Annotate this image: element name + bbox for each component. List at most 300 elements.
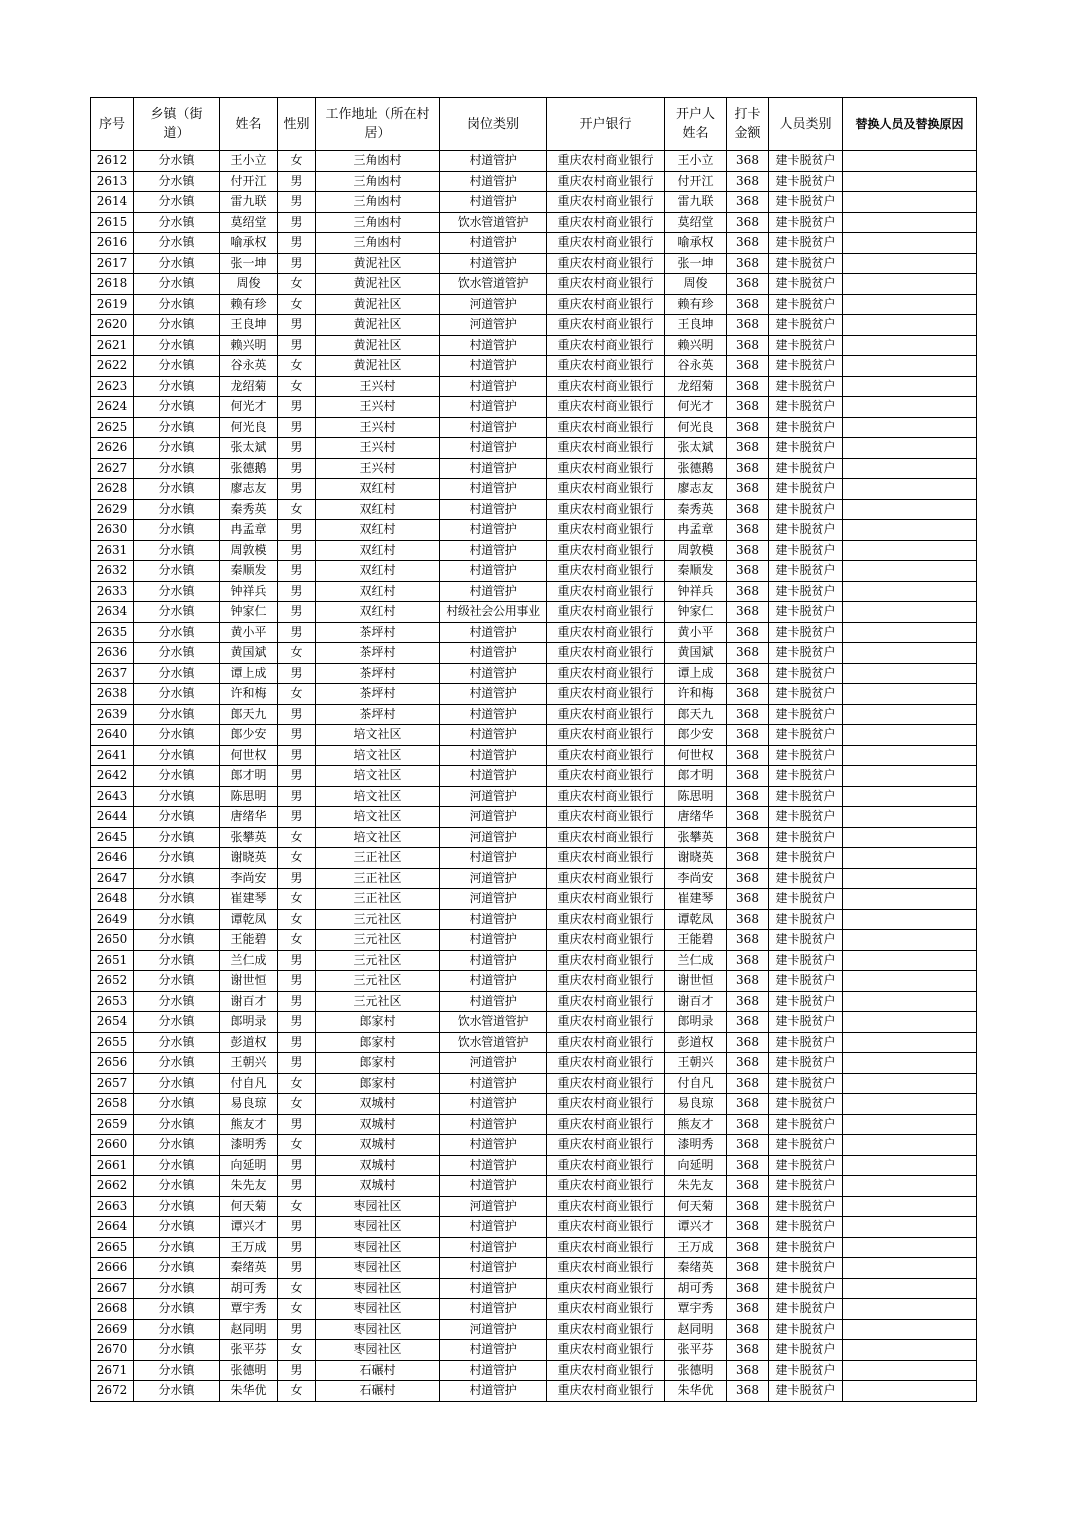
cell-post: 村道管护 bbox=[440, 1135, 547, 1156]
cell-replace bbox=[843, 479, 977, 500]
cell-post: 河道管护 bbox=[440, 1196, 547, 1217]
cell-category: 建卡脱贫户 bbox=[769, 909, 843, 930]
cell-no: 2621 bbox=[91, 335, 134, 356]
cell-address: 培文社区 bbox=[316, 725, 440, 746]
table-row bbox=[91, 602, 977, 623]
cell-address: 培文社区 bbox=[316, 766, 440, 787]
cell-no: 2651 bbox=[91, 950, 134, 971]
cell-bank: 重庆农村商业银行 bbox=[547, 643, 665, 664]
cell-bank: 重庆农村商业银行 bbox=[547, 1073, 665, 1094]
cell-address: 三元社区 bbox=[316, 971, 440, 992]
cell-category: 建卡脱贫户 bbox=[769, 930, 843, 951]
cell-category: 建卡脱贫户 bbox=[769, 745, 843, 766]
cell-holder: 张一坤 bbox=[665, 253, 727, 274]
cell-category: 建卡脱贫户 bbox=[769, 807, 843, 828]
cell-gender: 男 bbox=[278, 868, 316, 889]
cell-holder: 唐绪华 bbox=[665, 807, 727, 828]
cell-post: 河道管护 bbox=[440, 294, 547, 315]
cell-amount: 368 bbox=[727, 458, 769, 479]
cell-gender: 男 bbox=[278, 192, 316, 213]
cell-bank: 重庆农村商业银行 bbox=[547, 1155, 665, 1176]
cell-town: 分水镇 bbox=[134, 807, 220, 828]
cell-town: 分水镇 bbox=[134, 1012, 220, 1033]
cell-holder: 郎才明 bbox=[665, 766, 727, 787]
cell-gender: 男 bbox=[278, 1012, 316, 1033]
cell-holder: 兰仁成 bbox=[665, 950, 727, 971]
cell-bank: 重庆农村商业银行 bbox=[547, 786, 665, 807]
cell-address: 三角凼村 bbox=[316, 192, 440, 213]
cell-category: 建卡脱贫户 bbox=[769, 315, 843, 336]
cell-category: 建卡脱贫户 bbox=[769, 1176, 843, 1197]
cell-name: 喻承权 bbox=[220, 233, 278, 254]
cell-town: 分水镇 bbox=[134, 848, 220, 869]
cell-category: 建卡脱贫户 bbox=[769, 540, 843, 561]
cell-address: 茶坪村 bbox=[316, 684, 440, 705]
cell-no: 2656 bbox=[91, 1053, 134, 1074]
cell-town: 分水镇 bbox=[134, 458, 220, 479]
cell-town: 分水镇 bbox=[134, 581, 220, 602]
cell-name: 冉孟章 bbox=[220, 520, 278, 541]
cell-holder: 朱先友 bbox=[665, 1176, 727, 1197]
cell-address: 三角凼村 bbox=[316, 233, 440, 254]
table-row bbox=[91, 766, 977, 787]
cell-amount: 368 bbox=[727, 950, 769, 971]
cell-amount: 368 bbox=[727, 1340, 769, 1361]
cell-category: 建卡脱贫户 bbox=[769, 479, 843, 500]
table-row bbox=[91, 909, 977, 930]
cell-replace bbox=[843, 786, 977, 807]
header-category: 人员类别 bbox=[769, 98, 843, 151]
cell-no: 2622 bbox=[91, 356, 134, 377]
cell-amount: 368 bbox=[727, 725, 769, 746]
header-gender: 性别 bbox=[278, 98, 316, 151]
cell-amount: 368 bbox=[727, 643, 769, 664]
cell-replace bbox=[843, 233, 977, 254]
cell-amount: 368 bbox=[727, 417, 769, 438]
table-row bbox=[91, 868, 977, 889]
cell-no: 2639 bbox=[91, 704, 134, 725]
cell-town: 分水镇 bbox=[134, 1135, 220, 1156]
cell-category: 建卡脱贫户 bbox=[769, 1360, 843, 1381]
cell-bank: 重庆农村商业银行 bbox=[547, 684, 665, 705]
cell-no: 2633 bbox=[91, 581, 134, 602]
cell-address: 郎家村 bbox=[316, 1053, 440, 1074]
cell-name: 谢百才 bbox=[220, 991, 278, 1012]
header-amount: 打卡金额 bbox=[727, 98, 769, 151]
cell-gender: 男 bbox=[278, 212, 316, 233]
cell-amount: 368 bbox=[727, 294, 769, 315]
cell-town: 分水镇 bbox=[134, 827, 220, 848]
cell-town: 分水镇 bbox=[134, 499, 220, 520]
cell-bank: 重庆农村商业银行 bbox=[547, 1012, 665, 1033]
cell-name: 龙绍菊 bbox=[220, 376, 278, 397]
cell-amount: 368 bbox=[727, 622, 769, 643]
cell-address: 培文社区 bbox=[316, 745, 440, 766]
cell-address: 双红村 bbox=[316, 540, 440, 561]
cell-bank: 重庆农村商业银行 bbox=[547, 1053, 665, 1074]
cell-category: 建卡脱贫户 bbox=[769, 1340, 843, 1361]
cell-gender: 男 bbox=[278, 315, 316, 336]
cell-replace bbox=[843, 1155, 977, 1176]
cell-address: 枣园社区 bbox=[316, 1319, 440, 1340]
cell-amount: 368 bbox=[727, 520, 769, 541]
cell-replace bbox=[843, 684, 977, 705]
cell-no: 2618 bbox=[91, 274, 134, 295]
table-row bbox=[91, 294, 977, 315]
cell-holder: 廖志友 bbox=[665, 479, 727, 500]
cell-gender: 女 bbox=[278, 1094, 316, 1115]
cell-replace bbox=[843, 1340, 977, 1361]
cell-name: 钟家仁 bbox=[220, 602, 278, 623]
cell-name: 张攀英 bbox=[220, 827, 278, 848]
cell-address: 双红村 bbox=[316, 561, 440, 582]
cell-category: 建卡脱贫户 bbox=[769, 1012, 843, 1033]
cell-no: 2672 bbox=[91, 1381, 134, 1402]
cell-category: 建卡脱贫户 bbox=[769, 868, 843, 889]
cell-post: 村道管护 bbox=[440, 1299, 547, 1320]
cell-bank: 重庆农村商业银行 bbox=[547, 1278, 665, 1299]
cell-category: 建卡脱贫户 bbox=[769, 397, 843, 418]
cell-address: 王兴村 bbox=[316, 438, 440, 459]
cell-name: 赵同明 bbox=[220, 1319, 278, 1340]
cell-bank: 重庆农村商业银行 bbox=[547, 1258, 665, 1279]
cell-address: 石碾村 bbox=[316, 1360, 440, 1381]
cell-amount: 368 bbox=[727, 171, 769, 192]
header-post: 岗位类别 bbox=[440, 98, 547, 151]
cell-post: 村道管护 bbox=[440, 1237, 547, 1258]
cell-replace bbox=[843, 1360, 977, 1381]
cell-replace bbox=[843, 1114, 977, 1135]
cell-replace bbox=[843, 1237, 977, 1258]
cell-address: 枣园社区 bbox=[316, 1299, 440, 1320]
cell-no: 2658 bbox=[91, 1094, 134, 1115]
cell-name: 秦绪英 bbox=[220, 1258, 278, 1279]
table-row bbox=[91, 827, 977, 848]
cell-category: 建卡脱贫户 bbox=[769, 1237, 843, 1258]
cell-name: 莫绍堂 bbox=[220, 212, 278, 233]
cell-name: 付自凡 bbox=[220, 1073, 278, 1094]
cell-post: 村道管护 bbox=[440, 171, 547, 192]
cell-name: 谭上成 bbox=[220, 663, 278, 684]
cell-gender: 男 bbox=[278, 971, 316, 992]
cell-bank: 重庆农村商业银行 bbox=[547, 520, 665, 541]
cell-name: 许和梅 bbox=[220, 684, 278, 705]
cell-address: 双城村 bbox=[316, 1094, 440, 1115]
cell-amount: 368 bbox=[727, 745, 769, 766]
cell-category: 建卡脱贫户 bbox=[769, 602, 843, 623]
cell-post: 村道管护 bbox=[440, 684, 547, 705]
cell-holder: 钟家仁 bbox=[665, 602, 727, 623]
cell-bank: 重庆农村商业银行 bbox=[547, 397, 665, 418]
cell-name: 何光才 bbox=[220, 397, 278, 418]
cell-gender: 女 bbox=[278, 1135, 316, 1156]
cell-category: 建卡脱贫户 bbox=[769, 1196, 843, 1217]
cell-category: 建卡脱贫户 bbox=[769, 294, 843, 315]
cell-replace bbox=[843, 212, 977, 233]
cell-holder: 周敦模 bbox=[665, 540, 727, 561]
cell-address: 培文社区 bbox=[316, 786, 440, 807]
cell-amount: 368 bbox=[727, 561, 769, 582]
cell-name: 谢世恒 bbox=[220, 971, 278, 992]
cell-town: 分水镇 bbox=[134, 520, 220, 541]
cell-gender: 男 bbox=[278, 807, 316, 828]
cell-category: 建卡脱贫户 bbox=[769, 1319, 843, 1340]
cell-gender: 女 bbox=[278, 848, 316, 869]
cell-bank: 重庆农村商业银行 bbox=[547, 1114, 665, 1135]
cell-replace bbox=[843, 704, 977, 725]
cell-name: 漆明秀 bbox=[220, 1135, 278, 1156]
cell-bank: 重庆农村商业银行 bbox=[547, 1340, 665, 1361]
cell-amount: 368 bbox=[727, 212, 769, 233]
cell-address: 三角凼村 bbox=[316, 171, 440, 192]
cell-holder: 王朝兴 bbox=[665, 1053, 727, 1074]
cell-gender: 女 bbox=[278, 1278, 316, 1299]
cell-bank: 重庆农村商业银行 bbox=[547, 192, 665, 213]
cell-bank: 重庆农村商业银行 bbox=[547, 458, 665, 479]
cell-address: 枣园社区 bbox=[316, 1258, 440, 1279]
cell-no: 2648 bbox=[91, 889, 134, 910]
cell-post: 饮水管道管护 bbox=[440, 1012, 547, 1033]
cell-post: 河道管护 bbox=[440, 827, 547, 848]
cell-address: 枣园社区 bbox=[316, 1278, 440, 1299]
cell-holder: 秦绪英 bbox=[665, 1258, 727, 1279]
cell-holder: 谭乾凤 bbox=[665, 909, 727, 930]
table-row bbox=[91, 335, 977, 356]
table-row bbox=[91, 1114, 977, 1135]
cell-gender: 女 bbox=[278, 1299, 316, 1320]
cell-gender: 男 bbox=[278, 1114, 316, 1135]
cell-gender: 男 bbox=[278, 1319, 316, 1340]
cell-replace bbox=[843, 663, 977, 684]
cell-town: 分水镇 bbox=[134, 171, 220, 192]
cell-town: 分水镇 bbox=[134, 745, 220, 766]
table-row bbox=[91, 950, 977, 971]
cell-amount: 368 bbox=[727, 704, 769, 725]
cell-address: 双城村 bbox=[316, 1176, 440, 1197]
cell-no: 2626 bbox=[91, 438, 134, 459]
cell-gender: 男 bbox=[278, 622, 316, 643]
cell-replace bbox=[843, 1094, 977, 1115]
cell-no: 2628 bbox=[91, 479, 134, 500]
cell-holder: 许和梅 bbox=[665, 684, 727, 705]
cell-name: 王良坤 bbox=[220, 315, 278, 336]
cell-name: 崔建琴 bbox=[220, 889, 278, 910]
cell-amount: 368 bbox=[727, 1360, 769, 1381]
cell-holder: 谢世恒 bbox=[665, 971, 727, 992]
cell-replace bbox=[843, 192, 977, 213]
cell-post: 村道管护 bbox=[440, 1176, 547, 1197]
table-row bbox=[91, 233, 977, 254]
table-row bbox=[91, 807, 977, 828]
cell-category: 建卡脱贫户 bbox=[769, 438, 843, 459]
cell-gender: 男 bbox=[278, 950, 316, 971]
cell-category: 建卡脱贫户 bbox=[769, 1135, 843, 1156]
cell-post: 村道管护 bbox=[440, 417, 547, 438]
cell-address: 双红村 bbox=[316, 479, 440, 500]
cell-holder: 赖兴明 bbox=[665, 335, 727, 356]
cell-post: 河道管护 bbox=[440, 889, 547, 910]
cell-category: 建卡脱贫户 bbox=[769, 889, 843, 910]
cell-bank: 重庆农村商业银行 bbox=[547, 1381, 665, 1402]
table-row bbox=[91, 520, 977, 541]
cell-address: 双城村 bbox=[316, 1114, 440, 1135]
cell-gender: 男 bbox=[278, 438, 316, 459]
cell-address: 王兴村 bbox=[316, 376, 440, 397]
cell-amount: 368 bbox=[727, 684, 769, 705]
cell-town: 分水镇 bbox=[134, 315, 220, 336]
cell-category: 建卡脱贫户 bbox=[769, 725, 843, 746]
cell-town: 分水镇 bbox=[134, 930, 220, 951]
cell-holder: 覃宇秀 bbox=[665, 1299, 727, 1320]
cell-category: 建卡脱贫户 bbox=[769, 991, 843, 1012]
cell-holder: 张太斌 bbox=[665, 438, 727, 459]
cell-post: 村道管护 bbox=[440, 1114, 547, 1135]
table-row bbox=[91, 663, 977, 684]
cell-post: 村道管护 bbox=[440, 458, 547, 479]
cell-category: 建卡脱贫户 bbox=[769, 1032, 843, 1053]
cell-name: 赖兴明 bbox=[220, 335, 278, 356]
cell-no: 2624 bbox=[91, 397, 134, 418]
cell-post: 村道管护 bbox=[440, 540, 547, 561]
cell-holder: 郎明录 bbox=[665, 1012, 727, 1033]
cell-amount: 368 bbox=[727, 581, 769, 602]
cell-address: 黄泥社区 bbox=[316, 315, 440, 336]
cell-address: 三正社区 bbox=[316, 868, 440, 889]
cell-post: 饮水管道管护 bbox=[440, 1032, 547, 1053]
cell-address: 黄泥社区 bbox=[316, 294, 440, 315]
cell-name: 陈思明 bbox=[220, 786, 278, 807]
cell-name: 何天菊 bbox=[220, 1196, 278, 1217]
cell-gender: 男 bbox=[278, 540, 316, 561]
cell-no: 2636 bbox=[91, 643, 134, 664]
cell-bank: 重庆农村商业银行 bbox=[547, 807, 665, 828]
cell-amount: 368 bbox=[727, 1135, 769, 1156]
cell-post: 村道管护 bbox=[440, 991, 547, 1012]
cell-town: 分水镇 bbox=[134, 397, 220, 418]
cell-no: 2669 bbox=[91, 1319, 134, 1340]
cell-bank: 重庆农村商业银行 bbox=[547, 602, 665, 623]
cell-bank: 重庆农村商业银行 bbox=[547, 376, 665, 397]
cell-holder: 付自凡 bbox=[665, 1073, 727, 1094]
cell-replace bbox=[843, 1196, 977, 1217]
cell-holder: 李尚安 bbox=[665, 868, 727, 889]
cell-bank: 重庆农村商业银行 bbox=[547, 479, 665, 500]
cell-gender: 男 bbox=[278, 1155, 316, 1176]
cell-amount: 368 bbox=[727, 889, 769, 910]
cell-post: 村道管护 bbox=[440, 643, 547, 664]
cell-bank: 重庆农村商业银行 bbox=[547, 253, 665, 274]
cell-amount: 368 bbox=[727, 1094, 769, 1115]
cell-amount: 368 bbox=[727, 1176, 769, 1197]
cell-address: 三正社区 bbox=[316, 889, 440, 910]
cell-bank: 重庆农村商业银行 bbox=[547, 725, 665, 746]
cell-gender: 女 bbox=[278, 889, 316, 910]
cell-address: 枣园社区 bbox=[316, 1196, 440, 1217]
cell-holder: 王万成 bbox=[665, 1237, 727, 1258]
cell-gender: 女 bbox=[278, 356, 316, 377]
cell-holder: 龙绍菊 bbox=[665, 376, 727, 397]
table-row bbox=[91, 438, 977, 459]
cell-holder: 谢百才 bbox=[665, 991, 727, 1012]
cell-address: 双红村 bbox=[316, 581, 440, 602]
cell-category: 建卡脱贫户 bbox=[769, 1114, 843, 1135]
cell-amount: 368 bbox=[727, 274, 769, 295]
cell-post: 村道管护 bbox=[440, 725, 547, 746]
cell-no: 2649 bbox=[91, 909, 134, 930]
cell-amount: 368 bbox=[727, 1237, 769, 1258]
cell-bank: 重庆农村商业银行 bbox=[547, 315, 665, 336]
cell-bank: 重庆农村商业银行 bbox=[547, 745, 665, 766]
cell-town: 分水镇 bbox=[134, 950, 220, 971]
cell-town: 分水镇 bbox=[134, 1114, 220, 1135]
table-row bbox=[91, 397, 977, 418]
cell-town: 分水镇 bbox=[134, 1196, 220, 1217]
cell-amount: 368 bbox=[727, 1258, 769, 1279]
cell-replace bbox=[843, 458, 977, 479]
table-body bbox=[91, 151, 977, 1402]
cell-no: 2657 bbox=[91, 1073, 134, 1094]
cell-no: 2662 bbox=[91, 1176, 134, 1197]
cell-replace bbox=[843, 1053, 977, 1074]
cell-address: 茶坪村 bbox=[316, 622, 440, 643]
cell-town: 分水镇 bbox=[134, 1319, 220, 1340]
cell-name: 熊友才 bbox=[220, 1114, 278, 1135]
cell-holder: 郎天九 bbox=[665, 704, 727, 725]
cell-category: 建卡脱贫户 bbox=[769, 643, 843, 664]
cell-gender: 男 bbox=[278, 1360, 316, 1381]
cell-post: 村道管护 bbox=[440, 909, 547, 930]
header-bank: 开户银行 bbox=[547, 98, 665, 151]
cell-replace bbox=[843, 930, 977, 951]
cell-category: 建卡脱贫户 bbox=[769, 766, 843, 787]
cell-no: 2655 bbox=[91, 1032, 134, 1053]
cell-town: 分水镇 bbox=[134, 1155, 220, 1176]
cell-replace bbox=[843, 356, 977, 377]
cell-holder: 赖有珍 bbox=[665, 294, 727, 315]
cell-holder: 崔建琴 bbox=[665, 889, 727, 910]
cell-replace bbox=[843, 581, 977, 602]
cell-gender: 男 bbox=[278, 1217, 316, 1238]
cell-address: 黄泥社区 bbox=[316, 335, 440, 356]
cell-name: 易良琼 bbox=[220, 1094, 278, 1115]
cell-amount: 368 bbox=[727, 438, 769, 459]
cell-no: 2664 bbox=[91, 1217, 134, 1238]
cell-town: 分水镇 bbox=[134, 274, 220, 295]
table-row bbox=[91, 1340, 977, 1361]
header-name: 姓名 bbox=[220, 98, 278, 151]
cell-town: 分水镇 bbox=[134, 233, 220, 254]
table-row bbox=[91, 1381, 977, 1402]
cell-name: 王小立 bbox=[220, 151, 278, 172]
cell-name: 周俊 bbox=[220, 274, 278, 295]
cell-town: 分水镇 bbox=[134, 1299, 220, 1320]
cell-bank: 重庆农村商业银行 bbox=[547, 1299, 665, 1320]
cell-amount: 368 bbox=[727, 602, 769, 623]
cell-name: 唐绪华 bbox=[220, 807, 278, 828]
cell-replace bbox=[843, 1319, 977, 1340]
cell-town: 分水镇 bbox=[134, 151, 220, 172]
cell-category: 建卡脱贫户 bbox=[769, 827, 843, 848]
cell-address: 三正社区 bbox=[316, 848, 440, 869]
cell-amount: 368 bbox=[727, 151, 769, 172]
cell-name: 秦秀英 bbox=[220, 499, 278, 520]
cell-no: 2638 bbox=[91, 684, 134, 705]
cell-gender: 男 bbox=[278, 1032, 316, 1053]
cell-address: 培文社区 bbox=[316, 807, 440, 828]
cell-address: 双城村 bbox=[316, 1155, 440, 1176]
table-row bbox=[91, 786, 977, 807]
cell-address: 三元社区 bbox=[316, 950, 440, 971]
